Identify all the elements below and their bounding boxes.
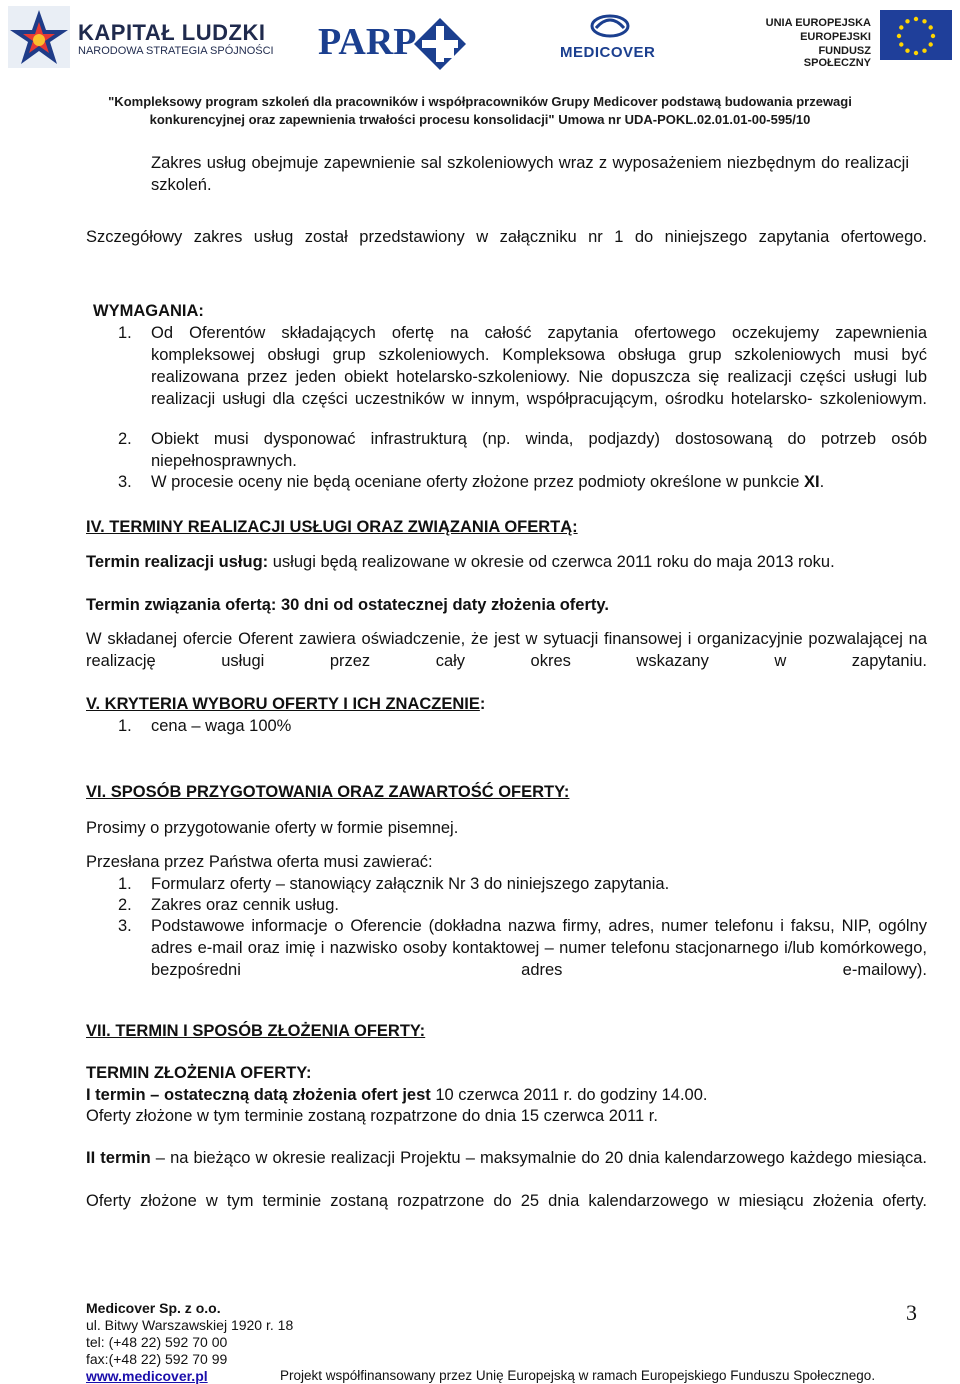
requirement-number-2: 2. [118,430,132,448]
section-iv-heading: IV. TERMINY REALIZACJI USŁUGI ORAZ ZWIĄZANIA OFERTĄ: [86,518,578,536]
section-vi-item-1: Formularz oferty – stanowiący załącznik Nr 3 do niniejszego zapytania. [151,875,670,893]
kapital-ludzki-subtitle: NARODOWA STRATEGIA SPÓJNOŚCI [78,45,274,57]
section-vi-item-2: Zakres oraz cennik usług. [151,896,340,914]
section-vi-must-contain: Przesłana przez Państwa oferta musi zawierać: [86,853,433,871]
parp-diamond-icon [412,16,468,72]
section-v-heading-text: V. KRYTERIA WYBORU OFERTY I ICH ZNACZENIE [86,695,480,713]
footer-address: ul. Bitwy Warszawskiej 1920 r. 18 [86,1317,294,1333]
requirement-item-3-text: W procesie oceny nie będą oceniane oferty złożone przez podmioty określone w punkcie [151,473,805,491]
parp-logo-text: PARP [318,21,417,63]
section-v-item-1: cena – waga 100% [151,717,292,735]
section-vii-first-term-text: 10 czerwca 2011 r. do godziny 14.00. [430,1086,708,1104]
requirement-item-3-ref: XI [804,473,820,491]
requirement-number-1: 1. [118,324,132,342]
intro-paragraph-2: Szczegółowy zakres usług został przedstawiony w załączniku nr 1 do niniejszego zapytania ofertowego. [86,228,927,246]
medicover-logo-text: MEDICOVER [560,44,656,61]
section-vii-second-term-text: – na bieżąco w okresie realizacji Projektu – maksymalnie do 20 dnia kalendarzowego każdego miesiąca. [150,1149,927,1167]
section-vii-heading: VII. TERMIN I SPOSÓB ZŁOŻENIA OFERTY: [86,1022,426,1040]
requirement-item-2: Obiekt musi dysponować infrastrukturą (np. winda, podjazdy) dostosowaną do potrzeb osób niepełnosprawnych. [151,430,927,470]
section-v-number-1: 1. [118,717,132,735]
project-header-line-2: konkurencyjnej oraz zapewnienia trwałości procesu konsolidacji" Umowa nr UDA-POKL.02.01.01-00-595/10 [149,112,811,127]
eu-line-2: EUROPEJSKI [800,31,871,43]
project-header-line-1: "Kompleksowy program szkoleń dla pracowników i współpracowników Grupy Medicover podstawą budowania przewagi [108,94,852,109]
section-vi-number-3: 3. [118,917,132,935]
logo-bar [0,0,960,90]
section-vii-second-term [86,1147,927,1169]
section-vii-second-term-label: II termin [86,1149,151,1167]
medicover-emblem-icon [590,10,630,38]
eu-flag-icon [880,10,952,60]
section-v-heading-colon: : [479,695,486,713]
intro-paragraph-1: Zakres usług obejmuje zapewnienie sal szkoleniowych wraz z wyposażeniem niezbędnym do realizacji szkoleń. [151,154,909,194]
footer-cofinance: Projekt współfinansowany przez Unię Europejską w ramach Europejskiego Funduszu Społecznego. [280,1368,876,1383]
section-vii-subheading: TERMIN ZŁOŻENIA OFERTY: [86,1064,312,1082]
eu-line-1: UNIA EUROPEJSKA [765,17,871,29]
footer-company: Medicover Sp. z o.o. [86,1300,221,1316]
requirement-item-3-tail: . [819,473,825,491]
page-number: 3 [906,1300,917,1325]
section-vi-heading: VI. SPOSÓB PRZYGOTOWANIA ORAZ ZAWARTOŚĆ OFERTY: [86,783,570,801]
section-iv-binding: Termin związania ofertą: 30 dni od ostatecznej daty złożenia oferty. [86,596,609,614]
section-iv-term [86,551,936,573]
footer-tel: tel: (+48 22) 592 70 00 [86,1334,228,1350]
requirement-number-3: 3. [118,473,132,491]
section-vi-number-1: 1. [118,875,132,893]
eu-line-3: FUNDUSZ SPOŁECZNY [803,45,871,69]
section-vii-first-term [86,1084,936,1106]
requirement-item-1: Od Oferentów składających ofertę na całość zapytania ofertowego oczekujemy zapewnienia kompleksowej obsługi grup szkoleniowych. Kompleksowa obsługa grup szkoleniowych musi być realizowana przez jeden obiekt hotelarsko-szkoleniowy. Nie dopuszcza się realizacji części usługi lub realizacji usługi dla części uczestników w innym, współpracującym, ośrodku hotelarsko- szkoleniowym. [151,324,927,408]
kapital-ludzki-star-icon [6,4,72,70]
requirement-item-3 [151,471,927,493]
requirements-heading: WYMAGANIA: [93,302,204,320]
footer-fax: fax:(+48 22) 592 70 99 [86,1351,228,1367]
footer-website-link[interactable]: www.medicover.pl [86,1368,208,1384]
section-vi-item-3: Podstawowe informacje o Oferencie (dokładna nazwa firmy, adres, numer telefonu i faksu, NIP, ogólny adres e-mail oraz imię i nazwisko osoby kontaktowej – numer telefonu stacjonarnego i/lub komórkowego, bezpośredni adres e-mailowy). [151,917,927,979]
section-vii-first-term-label: I termin – ostateczną datą złożenia ofert jest [86,1086,431,1104]
section-iv-statement: W składanej ofercie Oferent zawiera oświadczenie, że jest w sytuacji finansowej i organizacyjnie pozwalającej na realizację usługi przez cały okres wskazany w zapytaniu. [86,630,927,670]
section-v-heading [86,693,485,715]
kapital-ludzki-title: KAPITAŁ LUDZKI [78,20,266,45]
section-vi-request: Prosimy o przygotowanie oferty w formie pisemnej. [86,819,459,837]
section-vi-number-2: 2. [118,896,132,914]
section-iv-term-label: Termin realizacji usług: [86,553,269,571]
section-vii-second-note: Oferty złożone w tym terminie zostaną rozpatrzone do 25 dnia kalendarzowego w miesiącu złożenia oferty. [86,1192,927,1210]
section-vii-first-note: Oferty złożone w tym terminie zostaną rozpatrzone do dnia 15 czerwca 2011 r. [86,1107,658,1125]
section-iv-term-text: usługi będą realizowane w okresie od czerwca 2011 roku do maja 2013 roku. [268,553,835,571]
